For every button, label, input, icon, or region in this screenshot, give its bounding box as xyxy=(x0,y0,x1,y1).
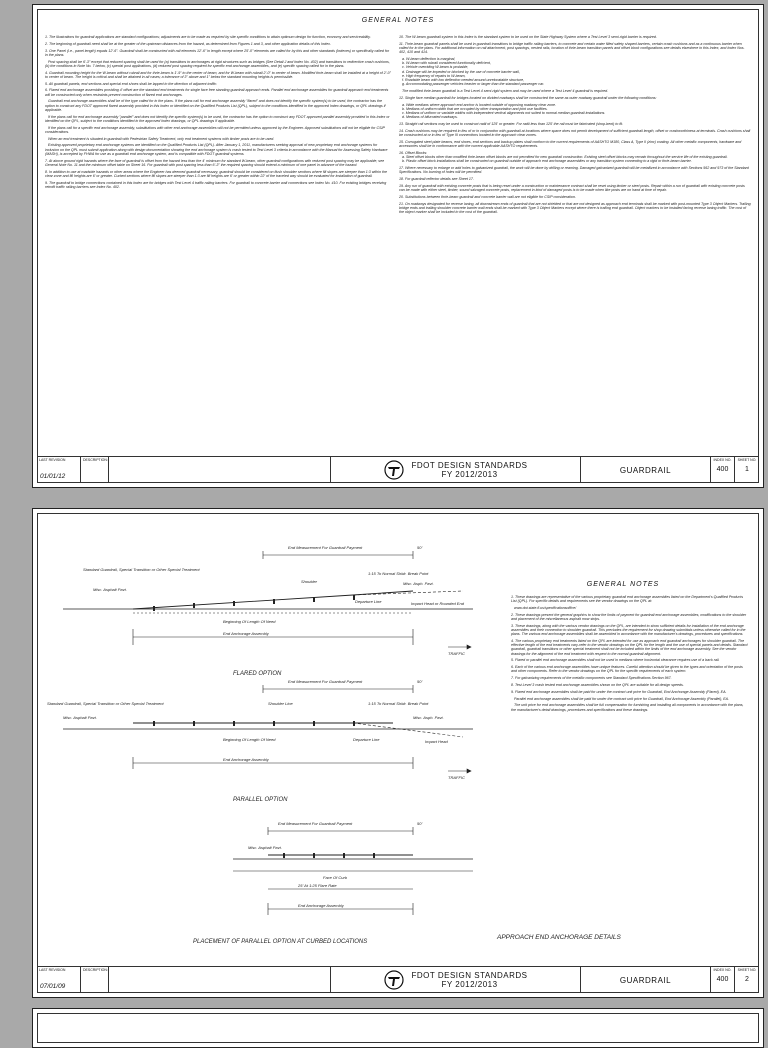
index-number: 400 xyxy=(716,465,729,473)
curbed-dim-label: 50' xyxy=(417,821,423,826)
note-paragraph: 7. For galvanizing requirements of the metallic components see Standard Specifications Section 967. xyxy=(511,676,672,681)
sheet-1 xyxy=(32,4,764,488)
standards-cell xyxy=(331,457,581,483)
note-paragraph: 8. In addition to use at roadside hazards or other areas where the Engineer has deemed guardrail necessary, guardrail should be considered on flush shoulder sections where fill slopes are steeper than 1:3 within the clear zone and fill heights are 6' or greater. Curbed sections where fill slopes are steeper than 1:3 are fill heights are 6' or greater within 22' of the traveled way should be evaluated for installation of guardrail. xyxy=(45,169,388,178)
index-label: INDEX NO. xyxy=(713,458,732,462)
description-label: DESCRIPTION: xyxy=(83,968,108,972)
note-paragraph: 18. For guardrail reflector details see Sheet 17. xyxy=(399,177,474,182)
face-of-curb-label: Face Of Curb xyxy=(323,875,348,880)
note-paragraph: The modified thrie-beam guardrail is a Test Level 4 semi-rigid system and may be used where a Test Level 4 guardrail is required. xyxy=(399,89,609,94)
description-cell xyxy=(81,967,109,993)
title-block xyxy=(37,966,759,993)
index-cell xyxy=(711,457,735,483)
note-paragraph: 1. The illustrations for guardrail applications are standard configurations; adjustments are to be made as required by site specific conditions to attain optimum design for function, economy and serviceability. xyxy=(45,35,371,39)
flared-end-measurement-label: End Measurement For Guardrail Payment xyxy=(288,545,363,550)
flared-anchorage-label: End Anchorage Assembly xyxy=(223,631,269,636)
fdot-logo-icon xyxy=(384,460,404,480)
note-paragraph: 3. These drawings, along with the various vendor drawings on the QPL, are intended to show sufficient details for installation of the end anchorage assemblies and their connection to shoulder guardrail. This precludes the requirement for shop drawing submittals unless otherwise called for in the plans. The various end anchorage assemblies shall be assembled in accordance with the manufacturer's drawings, procedures and specifications. xyxy=(511,623,747,637)
parallel-beginning-label: Beginning Of Length Of Need xyxy=(223,737,276,742)
last-revision-cell xyxy=(37,457,81,483)
note-paragraph: 1. These drawings are representative of the various proprietary guardrail end anchorage assemblies listed on the Department's Qualified Products List (QPL). For specific details and requirements see the vendor drawings on the QPL at: xyxy=(511,595,745,604)
note-paragraph: When an end treatment is situated in guardrail with Pedestrian Safety Treatment, only end treatment systems with timber posts are to be used. xyxy=(45,136,275,141)
note-paragraph: 20. Substitutions between thrie-beam guardrail and concrete barrier wall are not eligible for CSIP consideration. xyxy=(399,194,576,199)
standards-cell xyxy=(331,967,581,993)
index-cell xyxy=(711,967,735,993)
note-paragraph: 19. Any run of guardrail with existing concrete posts that is being reset under a construction or maintenance contract shall be reset using timber or steel posts. Repair within a run of guardrail with existing concrete posts can be made with either steel, timber, sound salvaged concrete posts, replacement in kind of damaged posts is to be made when like posts are on hand at time of repair. xyxy=(399,183,746,193)
note-paragraph: 6. Flared end anchorage assemblies providing 4' offset are the standard end treatments for single face free standing guardrail approach ends. Parallel end anchorage assemblies for guardrail approach end treatments will be constructed only when restraints prevent construction of flared end anchorages. xyxy=(45,88,390,97)
flared-asph-right-label: Misc. Asph. Pavt. xyxy=(403,581,434,586)
curbed-caption: PLACEMENT OF PARALLEL OPTION AT CURBED LOCATIONS xyxy=(193,939,368,945)
flared-asphalt-label: Misc. Asphalt Pavt. xyxy=(93,587,127,592)
flared-departure-label: Departure Line xyxy=(355,599,382,604)
notes-column-left xyxy=(45,35,391,455)
note-paragraph: 7. At above ground rigid hazards where the face of guardrail is offset from the hazard less than the 4' minimum for standard W-beam, other guardrail configurations with reduced post spacing may be applicable; see General Note No. 11 and the minimum offset table on Sheet 16. For guardrail with post spacing less than 6'-3" the required spacing should extend a minimum of one panel in advance of the hazard. xyxy=(45,158,386,167)
note-paragraph: 4. Guardrail mounting height for the W-beam without rubrail and for thrie-beam is 1'-9" to the center of beam, and for W-beam with rubrail 2'-0" to center of beam. Modified thrie-beam shall be installed at a height of 2'-0" to center of beam. The height is critical and shall be attained in all cases; a tolerance of 3" above and 1" below the standard mounting heights is permissible. xyxy=(45,70,392,79)
note-paragraph: 3. One Panel (i.e., panel length) equals 12'-6". Guardrail shall be constructed with rail elements 12'-6" in length except where 25'-0" elements are called for by this and other standards (Indexes) or specifically called for in the plans. xyxy=(45,48,391,57)
note-paragraph: 9. Flared end anchorage assemblies shall be paid for under the contract unit price for Guardrail, End Anchorage Assembly (Flared), EA. xyxy=(511,689,727,694)
sheet-label: SHEET NO. xyxy=(737,968,757,972)
parallel-end-measurement-label: End Measurement For Guardrail Payment xyxy=(288,679,363,684)
parallel-dim-label: 50' xyxy=(417,679,423,684)
flared-impact-label: Impact Head or Rounded End xyxy=(411,601,464,606)
sheet-label: SHEET NO. xyxy=(737,458,757,462)
note-paragraph: The unit price for end anchorage assemblies shall be full compensation for furnishing and installing all components in accordance with the plans, the manufacturer's detail drawings, procedures and specifications and these drawings. xyxy=(511,703,745,712)
parallel-departure-line xyxy=(353,723,463,737)
index-number: 400 xyxy=(716,975,729,983)
approach-detail-title: APPROACH END ANCHORAGE DETAILS xyxy=(497,934,621,941)
note-paragraph: www.dot.state.fl.us/specificationsoffice/ xyxy=(511,606,577,610)
note-paragraph: 10. The W-beam guardrail system in this Index is the standard system to be used on the State Highway System where a Test Level 3 semi-rigid barrier is required. xyxy=(399,35,657,39)
description-label: DESCRIPTION: xyxy=(83,458,108,462)
note-paragraph: 9. The guardrail to bridge connections contained in this Index are for bridges with Test Level 4 traffic railing barriers. For guardrail to concrete barrier wall connections see Index No. 410. For existing bridges receiving retrofit traffic railing barriers see Index No. 402. xyxy=(45,180,388,189)
drawing-title: GUARDRAIL xyxy=(581,967,711,993)
last-revision-cell xyxy=(37,967,81,993)
note-paragraph: 6. Each of the various end anchorage assemblies have unique features. Careful attention should be given to the types and orientation of the posts and other components. Refer to the vendor drawings on the QPL for the specific requirements of each system. xyxy=(511,665,744,674)
note-paragraph: Post spacing shall be 6'-3" except that reduced spacing shall be used for (a) transitions to anchorages at rigid structures such as bridges (See Detail J and Index No. 402) and transitions to redirective crash cushions, (b) the conditions in Note No. 7 below, (c) special post applications, (d) reduced post spacing required for specific end anchorage assemblies, and (e) specific spacing called for in the plans. xyxy=(45,59,391,68)
note-paragraph: 17. Where necessary to enlarge or add holes to galvanized guardrail, the work will be done by drilling or reaming. Damaged galvanized guardrail will be metallized in accordance with Sections 562 and 973 of the Standard Specifications. No burning of holes will be permitted. xyxy=(399,166,750,175)
note-paragraph: Parallel end anchorage assemblies shall be paid for under the contract unit price for Guardrail, End Anchorage Assembly (Parallel), EA. xyxy=(511,696,730,701)
note-paragraph: a. Wide medians where approach end anchor is located outside of opposing roadway clear zone. b. Medians of uniform width that are occupied by other transportation and joint use facilities. c. Medians of uniform or variable widths with independent vertical alignments not suited to normal median guardrail installations. d. Medians of bifurcated roadways. xyxy=(402,102,606,120)
note-paragraph: 2. The beginning of guardrail need shall be at the greater of the upstream distances from the hazard, as determined from Figures 1 and 3, and other application details of this Index. xyxy=(45,41,331,46)
sheet-3 xyxy=(32,1008,764,1048)
curbed-asphalt-label: Misc. Asphalt Pavt. xyxy=(248,845,282,850)
sheet-number: 1 xyxy=(745,465,749,473)
standards-title: FDOT DESIGN STANDARDS xyxy=(411,971,528,980)
sheet-cell xyxy=(735,967,759,993)
parallel-shoulder-line-label: Shoulder Line xyxy=(268,701,293,706)
note-paragraph: If the plans call for a specific end anchorage assembly, substitutions with other end anchorage assemblies will not be permitted unless approved by the Engineer. Approved substitutions will not be eligible for CSIP considerations. xyxy=(45,125,386,134)
flare-rate-label: 25' At 1:25 Flare Rate xyxy=(298,883,337,888)
note-paragraph: 13. Straight rail sections may be used to construct radii of 125' or greater. For radii less than 125' the rail must be fabricated (shop-bent) to fit. xyxy=(399,122,624,127)
revision-blank-cell xyxy=(109,457,331,483)
parallel-anchorage-label: End Anchorage Assembly xyxy=(223,757,269,762)
fiscal-year: FY 2012/2013 xyxy=(441,470,498,479)
flared-traffic-label: TRAFFIC xyxy=(448,651,465,656)
description-cell xyxy=(81,457,109,483)
index-label: INDEX NO. xyxy=(713,968,732,972)
note-paragraph: 2. These drawings present the general graphics to show the limits of payment for guardrail end anchorage assemblies, modifications to the shoulder and placement of the miscellaneous asphalt mow strips. xyxy=(511,612,748,621)
curbed-end-measurement-label: End Measurement For Guardrail Payment xyxy=(278,821,353,826)
note-paragraph: 21. On roadways designated for reverse laning, all downstream ends of guardrail that are not shielded or that are not designed as approach end terminals shall be marked with post-mounted Type 3 Object Markers. Trailing bridge ends and trailing shoulder concrete barrier wall ends shall be marked with Type 3 Object Markers except where there is trailing end guardrail. Object markers to be installed facing reverse laning traffic. The cost of the object marker shall be included in the cost of the guardrail. xyxy=(399,201,752,215)
note-paragraph: 11. Thrie-beam guardrail panels shall be used in guardrail transitions to bridge traffic railing barriers, to concrete and certain water filled safety shaped barriers, certain crash cushions and as a continuous barrier when called for in the plans. For additional information on rail attachment, post spacings, nested rails, location of thrie-beam transition panels and offset block configurations see details elsewhere in this Index, and Index Nos. 402, 410 and 414. xyxy=(399,41,746,55)
parallel-traffic-label: TRAFFIC xyxy=(448,775,465,780)
parallel-taper-label: 1:15 To Normal Shldr. Break Point xyxy=(368,701,429,706)
note-paragraph: 15. Corrugated steel plate beams, end shoes, end sections and backup plates shall conform to the current requirements of AASHTO M180, Class A, Type II (zinc) coating. All other metallic components, hardware and accessories shall be in conformance with the current applicable AASHTO requirements. xyxy=(399,139,743,149)
parallel-impact-label: Impact Head xyxy=(425,739,448,744)
flared-dim-label: 50' xyxy=(417,545,423,550)
revision-date: 07/01/09 xyxy=(40,983,66,990)
note-paragraph: 5. Flared or parallel end anchorage assemblies shall not be used in medians where horizontal clearance requires use of a back rail. xyxy=(511,658,720,663)
note-paragraph: 12. Single face median guardrail for bridges located on divided roadways shall be constructed the same as outer roadway guardrail under the following conditions: xyxy=(399,95,657,100)
note-paragraph: 14. Crash cushions may be required in lieu of or in conjunction with guardrail at locations where space does not permit development of sufficient guardrail length, offset or crashworthiness at terminals. Crash cushions shall be constructed at or in lieu of Type III connections located in the approach clear zones. xyxy=(399,128,752,138)
sheet-number: 2 xyxy=(745,975,749,983)
revision-date: 01/01/12 xyxy=(40,473,66,480)
note-paragraph: 4. The various proprietary end treatments listed on the QPL are intended for use as approach end guardrail anchorages for shoulder guardrail. The effective length of the end treatments vary-refer to the vendor drawings on the QPL for the length and the use of special panels and details. Standard guardrail, guardrail transitions or other special treatment shall not be included within the limits of the end anchorage assembly. See the vendor drawings for the alignment of the end treatment with respect to the normal guardrail alignment. xyxy=(511,639,749,656)
parallel-asph-right-label: Misc. Asph. Pavt. xyxy=(413,715,444,720)
parallel-asphalt-label: Misc. Asphalt Pavt. xyxy=(63,715,97,720)
flared-shoulder-label: Shoulder xyxy=(301,579,318,584)
note-paragraph: a. W-beam deflection is marginal, b. W-beam with rubrail considered functionally deficient, c. Vehicle overriding W-beam is probable, d. Drainage will be impeded or blocked by the use of concrete barrier wall, e. High frequency of repairs to W-beam, f. Roadside beam with low deflection needed around unrelocatable structure, g. Accommodating passenger vehicles heavier or larger than the standard passenger car. xyxy=(402,57,545,87)
flared-transition-label: Standard Guardrail, Special Transition or Other Special Treatment xyxy=(83,567,200,572)
note-paragraph: Guardrail end anchorage assemblies shall be of the type called for in the plans. If the plans call for end anchorage assembly "flared" and does not identify the specific system(s) to be used, the contractor has the option to construct any FDOT approved flared assembly provided in this Index or identified on the Qualified Products List (QPL), subject to the conditions identified in the approved Index drawings, or QPL drawings if applicable. xyxy=(45,99,387,112)
fdot-logo-icon xyxy=(384,970,404,990)
sheet-cell xyxy=(735,457,759,483)
flared-taper-label: 1:15 To Normal Shldr. Break Point xyxy=(368,571,429,576)
sheet-title: GENERAL NOTES xyxy=(361,17,435,24)
notes-column-right xyxy=(399,35,751,455)
note-paragraph: 16. Offset Blocks: a. Steel offset blocks other than modified thrie-beam offset blocks are not permitted for new guardrail construction. Existing steel offset blocks may remain throughout the service life of the existing guardrail. b. Plastic offset block installations shall be constructed on guardrail outside of approach end anchorage assemblies or any transition system connecting to a rigid or thrie-beam barrier. xyxy=(399,150,728,164)
note-paragraph: Existing approved proprietary end anchorage systems are identified on the Qualified Products List (QPL). After January 1, 2011, manufacturers seeking approval of new proprietary end anchorage systems for inclusion on the QPL must submit application along with design documentation showing the end anchorage system is crash tested to Test Level 3 criteria in accordance with the Manual for Assessing Safety Hardware (MASH), is accepted by FHWA for use as a guardrail end anchorage system, and is compatible with FDOT guardrail systems. xyxy=(45,143,389,156)
standards-title: FDOT DESIGN STANDARDS xyxy=(411,461,528,470)
flared-caption: FLARED OPTION xyxy=(233,671,282,677)
sheet-2 xyxy=(32,508,764,998)
parallel-transition-label: Standard Guardrail, Special Transition or Other Special Treatment xyxy=(47,701,164,706)
parallel-departure-label: Departure Line xyxy=(353,737,380,742)
drawing-title: GUARDRAIL xyxy=(581,457,711,483)
flared-beginning-label: Beginning Of Length Of Need xyxy=(223,619,276,624)
fiscal-year: FY 2012/2013 xyxy=(441,980,498,989)
note-paragraph: 5. All guardrail panels, end sections and special end shoes shall be lapped in the direction of adjacent traffic. xyxy=(45,81,218,86)
note-paragraph: If the plans call for end anchorage assembly "parallel" and does not identify the specific system(s) to be used, the contractor has the option to construct any FDOT approved parallel assembly provided in this Index or identified on the QPL, subject to the conditions identified in the approved Index drawings, or QPL drawings if applicable. xyxy=(45,114,391,123)
sheet2-notes-title: GENERAL NOTES xyxy=(586,581,660,588)
title-block xyxy=(37,456,759,483)
parallel-caption: PARALLEL OPTION xyxy=(233,797,288,803)
sheet2-notes xyxy=(511,595,749,925)
revision-blank-cell xyxy=(109,967,331,993)
curbed-anchorage-label: End Anchorage Assembly xyxy=(298,903,344,908)
note-paragraph: 8. Test Level 3 crash tested end anchorage assemblies shown on the QPL are suitable for all design speeds. xyxy=(511,683,684,687)
last-revision-label: LAST REVISION xyxy=(39,968,66,972)
last-revision-label: LAST REVISION xyxy=(39,458,66,462)
sheet-frame xyxy=(37,1013,759,1043)
